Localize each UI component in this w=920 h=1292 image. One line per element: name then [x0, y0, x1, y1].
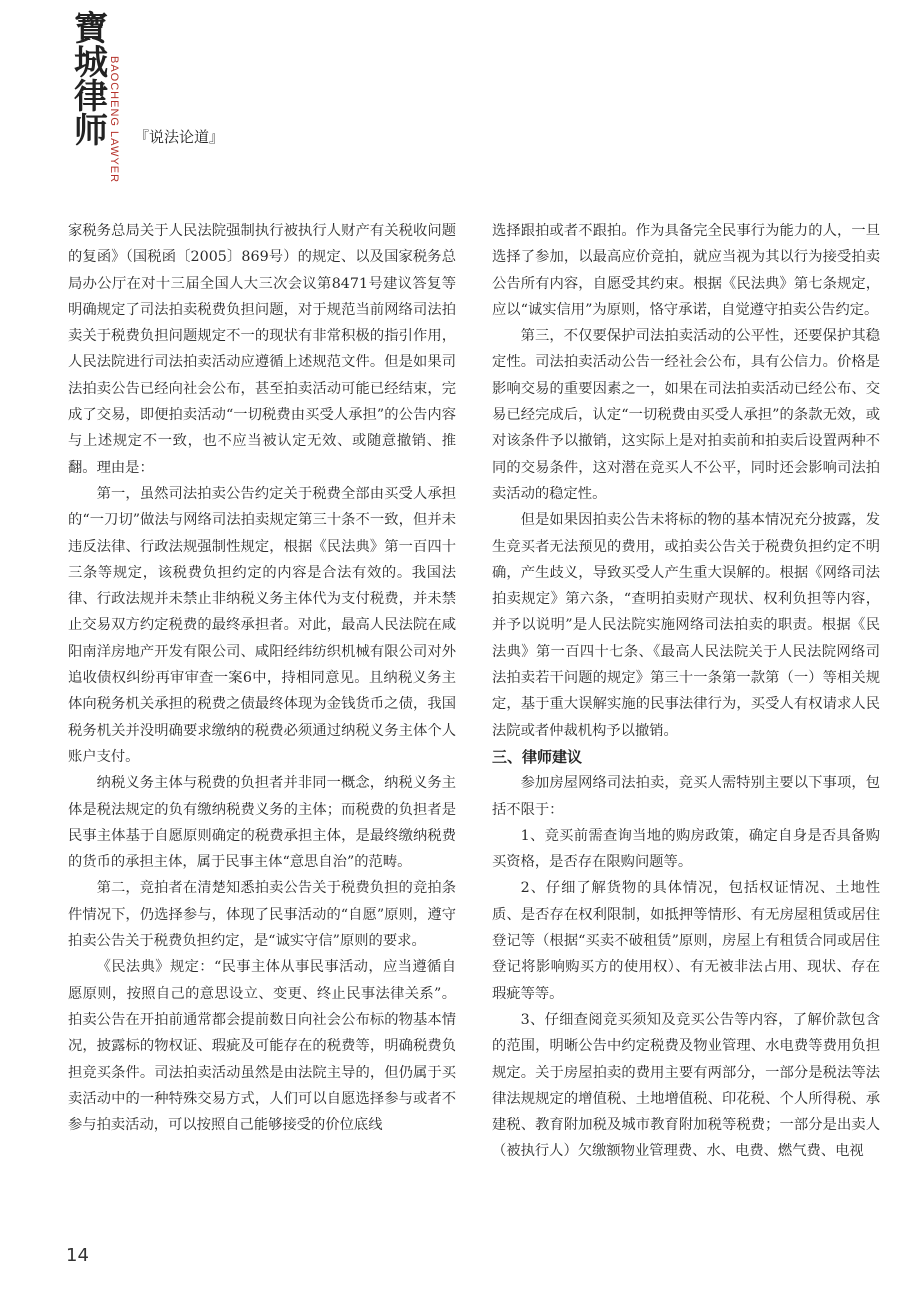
paragraph: 参加房屋网络司法拍卖，竞买人需特别主要以下事项，包括不限于：: [492, 775, 880, 818]
paragraph: 纳税义务主体与税费的负担者并非同一概念，纳税义务主体是税法规定的负有缴纳税费义务的主体；而税费的负担者是民事主体基于自愿原则确定的税费承担主体，是最终缴纳税费的货币的承担主体，属于民事主体“意思自治”的范畴。: [68, 775, 456, 871]
paragraph: 第一，虽然司法拍卖公告约定关于税费全部由买受人承担的“一刀切”做法与网络司法拍卖规定第三十条不一致，但并未违反法律、行政法规强制性规定，根据《民法典》第一百四十三条等规定，该税费负担约定的内容是合法有效的。我国法律、行政法规并未禁止非纳税义务主体代为支付税费，并未禁止交易双方约定税费的最终承担者。对此，最高人民法院在咸阳南洋房地产开发有限公司、咸阳经纬纺织机械有限公司对外追收债权纠纷再审审查一案6中，持相同意见。且纳税义务主体向税务机关承担的税费之债最终体现为金钱货币之债，我国税务机关并没明确要求缴纳的税费必须通过纳税义务主体个人账户支付。: [68, 485, 456, 765]
paragraph: 选择跟拍或者不跟拍。作为具备完全民事行为能力的人，一旦选择了参加，以最高应价竞拍，就应当视为其以行为接受拍卖公告所有内容，自愿受其约束。根据《民法典》第七条规定，应以“诚实信用”为原则，恪守承诺，自觉遵守拍卖公告约定。: [492, 223, 880, 318]
right-column: [492, 218, 880, 1165]
paragraph: 2、仔细了解货物的具体情况，包括权证情况、土地性质、是否存在权利限制，如抵押等情形、有无房屋租赁或居住登记等（根据“买卖不破租赁”原则，房屋上有租赁合同或居住登记将影响购买方的使用权）、有无被非法占用、现状、存在瑕疵等等。: [492, 880, 880, 1002]
paragraph: 3、仔细查阅竞买须知及竞买公告等内容，了解价款包含的范围，明晰公告中约定税费及物业管理、水电费等费用负担规定。关于房屋拍卖的费用主要有两部分，一部分是税法等法律法规规定的增值税、土地增值税、印花税、个人所得税、承建税、教育附加税及城市教育附加税等税费；一部分是出卖人（被执行人）欠缴额物业管理费、水、电费、燃气费、电视: [492, 1011, 880, 1160]
paragraph: 但是如果因拍卖公告未将标的物的基本情况充分披露，发生竞买者无法预见的费用，或拍卖公告关于税费负担约定不明确，产生歧义，导致买受人产生重大误解的。根据《网络司法拍卖规定》第六条，“查明拍卖财产现状、权利负担等内容，并予以说明”是人民法院实施网络司法拍卖的职责。根据《民法典》第一百四十七条、《最高人民法院关于人民法院网络司法拍卖若干问题的规定》第三十一条第一款第（一）等相关规定，基于重大误解实施的民事法律行为，买受人有权请求人民法院或者仲裁机构予以撤销。: [492, 512, 880, 739]
paragraph: 《民法典》规定：“民事主体从事民事活动，应当遵循自愿原则，按照自己的意思设立、变更、终止民事法律关系”。拍卖公告在开拍前通常都会提前数日向社会公布标的物基本情况，披露标的物权证、瑕疵及可能存在的税费等，明确税费负担竞买条件。司法拍卖活动虽然是由法院主导的，但仍属于买卖活动中的一种特殊交易方式，人们可以自愿选择参与或者不参与拍卖活动，可以按照自己能够接受的价位底线: [68, 959, 456, 1134]
brand-subtitle: BAOCHENG LAWYER: [108, 56, 120, 184]
section-heading: 三、律师建议: [492, 747, 583, 766]
paragraph: 1、竞买前需查询当地的购房政策，确定自身是否具备购买资格，是否存在限购问题等。: [492, 827, 880, 871]
section-tag: 『说法论道』: [134, 128, 225, 146]
paragraph: 第三，不仅要保护司法拍卖活动的公平性，还要保护其稳定性。司法拍卖活动公告一经社会公布，具有公信力。价格是影响交易的重要因素之一，如果在司法拍卖活动已经公布、交易已经完成后，认定“一切税费由买受人承担”的条款无效，或对该条件予以撤销，这实际上是对拍卖前和拍卖后设置两种不同的交易条件，这对潜在竞买人不公平，同时还会影响司法拍卖活动的稳定性。: [492, 328, 880, 502]
paragraph: 家税务总局关于人民法院强制执行被执行人财产有关税收问题的复函》（国税函〔2005〕869号）的规定、以及国家税务总局办公厅在对十三届全国人大三次会议第8471号建议答复等明确规定了司法拍卖税费负担问题，对于规范当前网络司法拍卖关于税费负担问题规定不一的现状有非常积极的指引作用，人民法院进行司法拍卖活动应遵循上述规范文件。但是如果司法拍卖公告已经向社会公布，甚至拍卖活动可能已经结束，完成了交易，即便拍卖活动“一切税费由买受人承担”的公告内容与上述规定不一致，也不应当被认定无效、或随意撤销、推翻。理由是：: [68, 223, 456, 476]
page-number: 14: [66, 1245, 89, 1266]
brand-logo: 寶城律师: [74, 9, 108, 151]
left-column: [68, 218, 456, 1138]
paragraph: 第二，竞拍者在清楚知悉拍卖公告关于税费负担的竞拍条件情况下，仍选择参与，体现了民事活动的“自愿”原则，遵守拍卖公告关于税费负担约定，是“诚实守信”原则的要求。: [68, 880, 456, 950]
